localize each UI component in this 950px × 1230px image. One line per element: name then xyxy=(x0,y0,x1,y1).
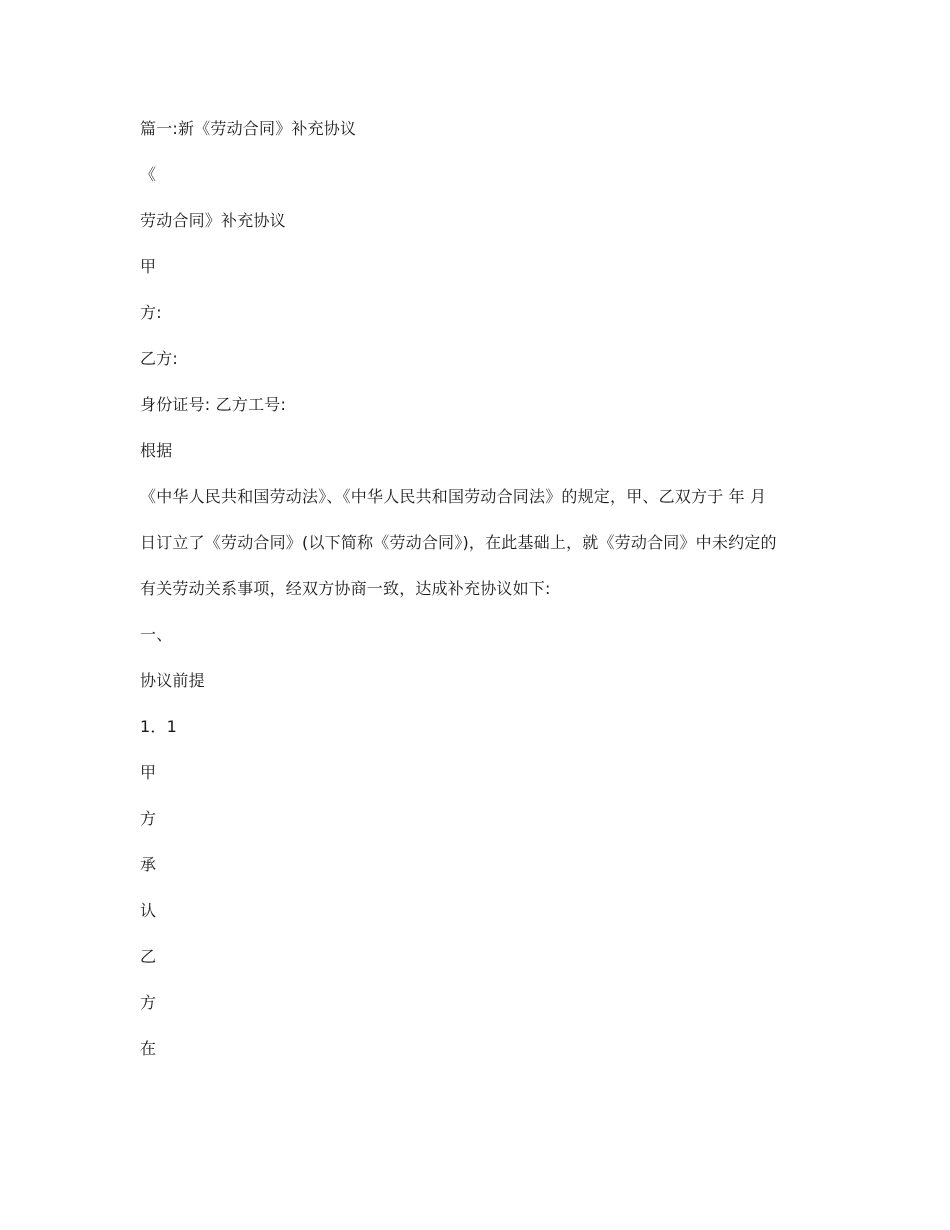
paragraph: 方 xyxy=(140,993,157,1012)
id-number-label: 身份证号: 乙方工号: xyxy=(140,395,287,414)
document-body xyxy=(140,116,805,1082)
paragraph: 日订立了《劳动合同》(以下简称《劳动合同》)，在此基础上，就《劳动合同》中未约定的 xyxy=(140,533,777,552)
paragraph: 在 xyxy=(140,1039,157,1058)
paragraph: 《中华人民共和国劳动法》、《中华人民共和国劳动合同法》的规定，甲、乙双方于 年 月 xyxy=(140,487,767,506)
party-a-label: 方: xyxy=(140,303,162,322)
paragraph: 甲 xyxy=(140,257,157,276)
clause-number: 1．1 xyxy=(140,717,177,736)
paragraph: 乙 xyxy=(140,947,157,966)
paragraph: 认 xyxy=(140,901,157,920)
paragraph: 承 xyxy=(140,855,157,874)
paragraph: 根据 xyxy=(140,441,173,460)
section-number: 一、 xyxy=(140,625,173,644)
paragraph: 有关劳动关系事项，经双方协商一致，达成补充协议如下: xyxy=(140,579,551,598)
section-heading: 协议前提 xyxy=(140,671,205,690)
paragraph: 方 xyxy=(140,809,157,828)
paragraph: 劳动合同》补充协议 xyxy=(140,211,286,230)
paragraph: 甲 xyxy=(140,763,157,782)
party-b-label: 乙方: xyxy=(140,349,178,368)
paragraph: 《 xyxy=(140,165,157,184)
document-title: 篇一:新《劳动合同》补充协议 xyxy=(140,119,357,138)
